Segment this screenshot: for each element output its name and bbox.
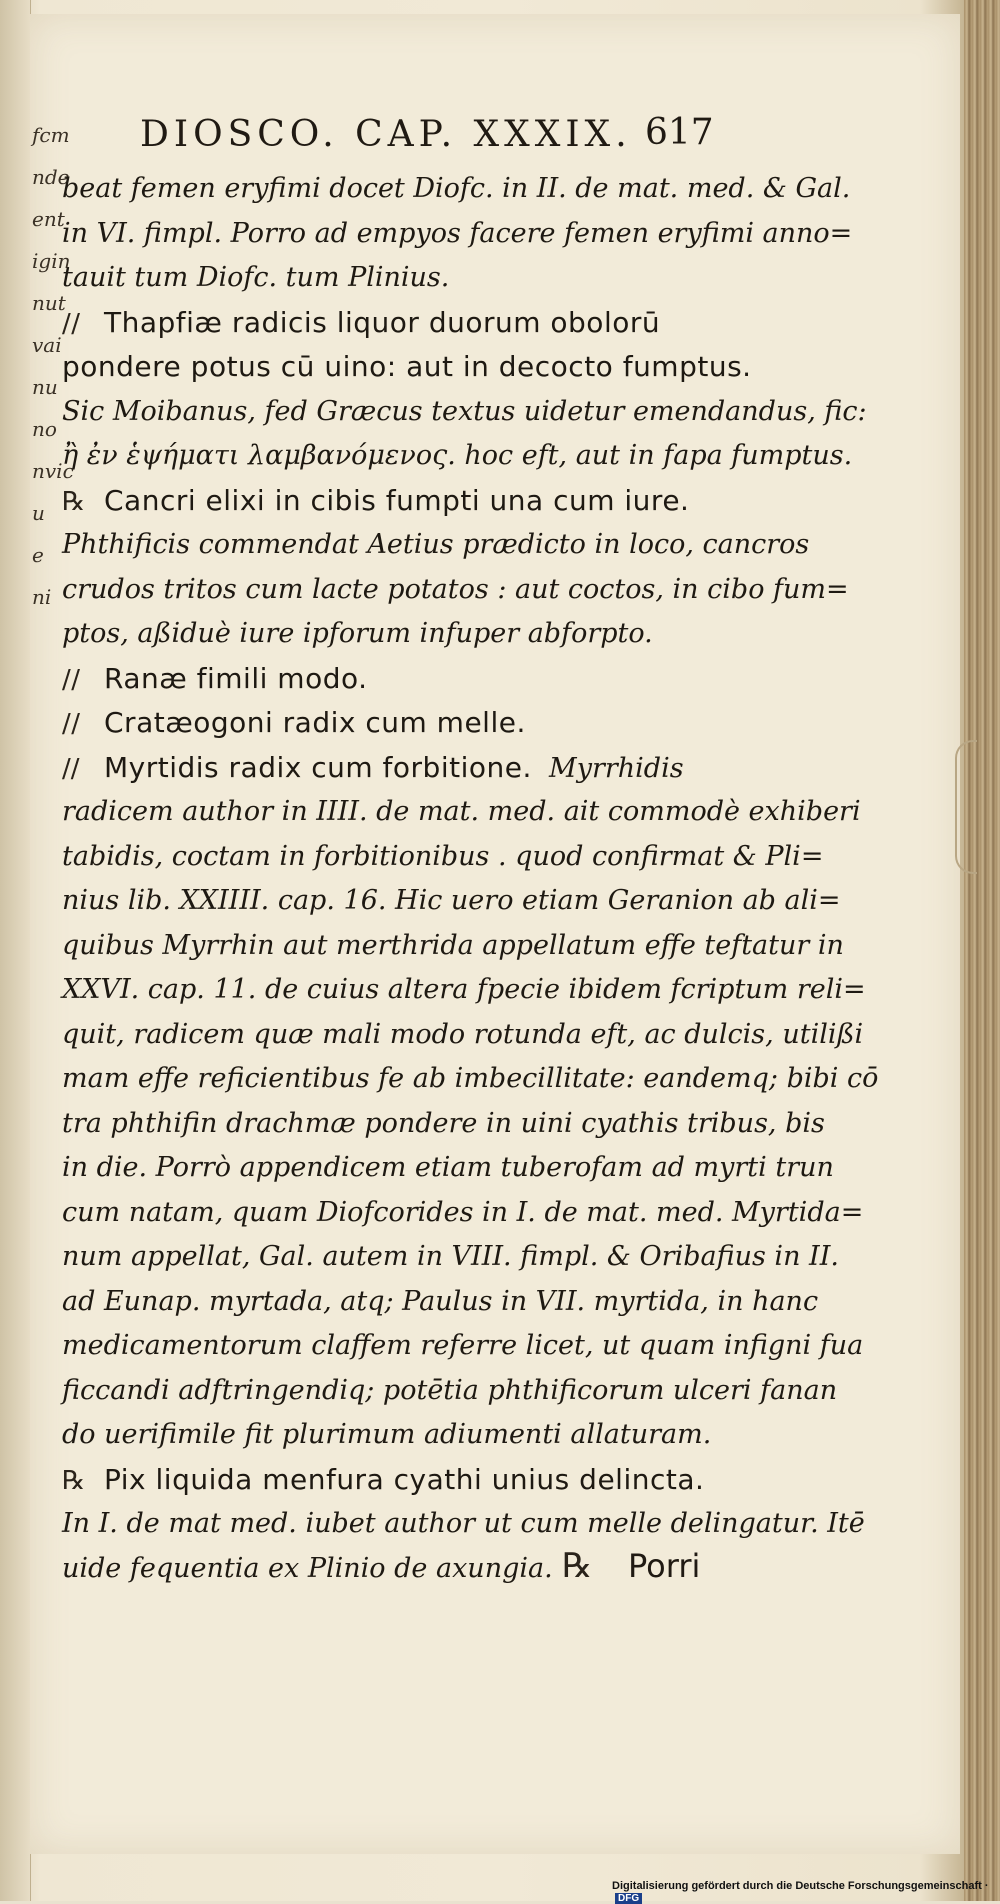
digitization-credit: Digitalisierung gefördert durch die Deutsche Forschungsgemeinschaft · DFG — [612, 1880, 989, 1904]
text-line: quit, radicem quæ mali modo rotunda eft, ac dulcis, utilißi — [62, 1018, 864, 1050]
text-line: In I. de mat med. iubet author ut cum melle delingatur. Itē — [62, 1508, 865, 1539]
text-line: tabidis, coctam in forbitionibus . quod confirmat & Pli= — [62, 840, 824, 872]
dfg-logo: DFG — [615, 1893, 642, 1904]
page-number: 617 — [645, 112, 714, 153]
book-page — [30, 14, 960, 1854]
double-slash-mark: // — [62, 709, 81, 739]
running-head: DIOSCO. CAP. XXXIX. — [140, 114, 632, 155]
book-fore-edge — [964, 0, 1000, 1901]
text-line: ptos, aßiduè iure ipforum infuper abforpto. — [62, 618, 653, 649]
recipe-mark: ℞ — [62, 1465, 86, 1496]
remedy-line: // Thapfiæ radicis liquor duorum obolorū — [62, 301, 782, 346]
recipe-mark: ℞ — [562, 1546, 593, 1586]
text-line: ad Eunap. myrtada, atq; Paulus in VII. myrtida, in hanc — [62, 1285, 819, 1317]
text-line: nius lib. XXIIII. cap. 16. Hic uero etiam Geranion ab ali= — [62, 885, 841, 916]
recipe-mark: ℞ — [62, 486, 86, 517]
remedy-line: // Ranæ fimili modo. — [62, 657, 782, 702]
remedy-line: ℞ Cancri elixi in cibis fumpti una cum iure. — [62, 479, 782, 524]
previous-page-edge — [0, 0, 31, 1901]
text-line: quibus Myrrhin aut merthrida appellatum effe teftatur in — [62, 929, 844, 961]
double-slash-mark: // — [62, 308, 81, 339]
text-line: in VI. fimpl. Porro ad empyos facere femen eryfimi anno= — [62, 217, 853, 249]
double-slash-mark: // — [62, 664, 81, 695]
text-line: mam effe reficientibus fe ab imbecillitate: eandemq; bibi cō — [62, 1063, 879, 1094]
text-line: tauit tum Diofc. tum Plinius. — [62, 262, 450, 293]
text-line: in die. Porrò appendicem etiam tuberofam ad myrti trun — [62, 1152, 834, 1183]
text-line: do uerifimile fit plurimum adiumenti allaturam. — [62, 1419, 712, 1450]
text-line: pondere potus cū uino: aut in decocto fumptus. — [62, 350, 752, 383]
body-text — [62, 167, 879, 1591]
text-line: radicem author in IIII. de mat. med. ait commodè exhiberi — [62, 796, 861, 827]
text-line: uide fequentia ex Plinio de axungia. — [62, 1552, 553, 1584]
text-line: num appellat, Gal. autem in VIII. fimpl. & Oribafius in II. — [62, 1241, 839, 1272]
catchword: ℞ Porri — [562, 1546, 701, 1586]
text-line: medicamentorum claffem referre licet, ut quam infigni fua — [62, 1330, 864, 1361]
text-line: cum natam, quam Diofcorides in I. de mat. med. Myrtida= — [62, 1196, 864, 1228]
margin-fragments: fcm nde ent igin nut vai nu no nvic u e ni — [32, 123, 74, 609]
page-clasp-shadow — [955, 740, 977, 874]
text-line: tra phthifin drachmæ pondere in uini cyathis tribus, bis — [62, 1107, 825, 1139]
text-line: beat femen eryfimi docet Diofc. in II. de mat. med. & Gal. — [62, 173, 851, 204]
text-line: crudos tritos cum lacte potatos : aut coctos, in cibo fum= — [62, 573, 849, 605]
double-slash-mark: // — [62, 753, 80, 784]
remedy-line: // Myrtidis radix cum forbitione. Myrrhidis — [62, 746, 782, 791]
text-line: ἢ ἐν ἑψήματι λαμβανόμενος. hoc eft, aut in fapa fumptus. — [62, 440, 853, 471]
text-line: Sic Moibanus, fed Græcus textus uidetur emendandus, fic: — [62, 395, 867, 427]
remedy-line: ℞ Pix liquida menfura cyathi unius delincta. — [62, 1458, 782, 1503]
text-line: XXVI. cap. 11. de cuius altera fpecie ibidem fcriptum reli= — [62, 974, 866, 1005]
text-line: Phthificis commendat Aetius prædicto in loco, cancros — [62, 529, 810, 560]
text-line: ficcandi adftringendiq; potētia phthificorum ulceri fanan — [62, 1374, 838, 1406]
remedy-line: // Cratæogoni radix cum melle. — [62, 701, 782, 746]
